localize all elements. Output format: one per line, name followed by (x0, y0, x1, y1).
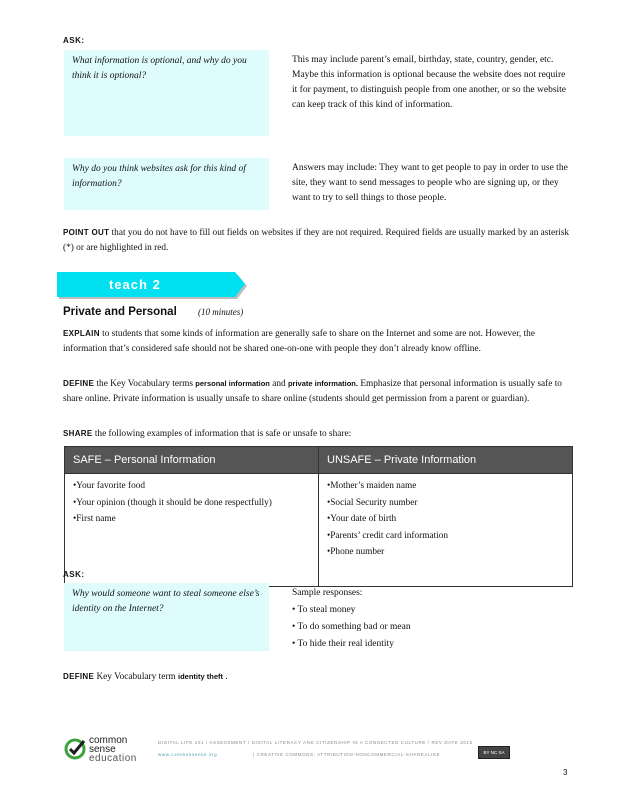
define-keyword: DEFINE (63, 379, 95, 388)
teach-banner-label: teach 2 (109, 277, 161, 292)
define-paragraph (63, 669, 571, 685)
share-paragraph (63, 426, 571, 442)
checkmark-logo-icon (64, 738, 86, 760)
point-out-paragraph (63, 225, 571, 256)
list-item: •Your date of birth (327, 514, 397, 524)
define-pre-text: the Key Vocabulary terms (96, 379, 193, 389)
footer-website-link[interactable]: www.commonsense.org (158, 752, 218, 757)
logo-word-education: education (89, 753, 137, 764)
list-item: •Social Security number (327, 497, 418, 508)
define-mid-text: and (272, 379, 286, 389)
footer-license-line (158, 752, 440, 757)
explain-paragraph (63, 326, 571, 357)
creative-commons-badge: BY NC SA (478, 746, 510, 759)
point-out-text: that you do not have to fill out fields on websites if they are not required. Required fields are usually marked by an asterisk (*) or are highlighted in red. (63, 228, 570, 253)
answer-text: Answers may include: They want to get people to pay in order to use the site, they want to send messages to people who are signing up, or they want to try to sell things to those people. (292, 163, 568, 203)
sample-responses-intro: Sample responses: (292, 588, 363, 598)
define-paragraph (63, 376, 571, 407)
safe-unsafe-table (64, 446, 573, 587)
define-keyword: DEFINE (63, 672, 95, 681)
list-item: • To steal money (292, 605, 356, 615)
footer-course-info: DIGITAL LIFE 101 / ASSESSMENT / DIGITAL LITERACY AND CITIZENSHIP IN A CONNECTED CULTURE / REV DATE 2015 (158, 740, 473, 745)
define-post-text: . (225, 672, 228, 682)
question-box (64, 583, 269, 651)
list-item: •Phone number (327, 547, 385, 557)
ask-label: ASK: (63, 570, 85, 579)
share-keyword: SHARE (63, 429, 93, 438)
vocab-term-private-information: private information. (287, 379, 358, 388)
list-item: •Your opinion (though it should be done respectfully) (73, 497, 272, 508)
section-heading (63, 306, 243, 318)
ask-label: ASK: (63, 36, 85, 45)
point-out-keyword: POINT OUT (63, 228, 110, 237)
logo-wordmark (89, 736, 137, 763)
question-text: Why would someone want to steal someone else’s identity on the Internet? (72, 589, 260, 614)
footer-license-text: | CREATIVE COMMONS: ATTRIBUTION-NONCOMMERCIAL-SHAREALIKE (253, 752, 441, 757)
table-row (65, 474, 573, 587)
share-text: the following examples of information that is safe or unsafe to share: (94, 429, 352, 439)
list-item: •Parents’ credit card information (327, 530, 449, 541)
question-text: Why do you think websites ask for this kind of information? (72, 164, 246, 189)
explain-text: to students that some kinds of information are generally safe to share on the Internet and some are not. However, the information that’s considered safe should not be shared one-on-one with people they don’t already know offline. (63, 329, 535, 354)
define-post-text: Emphasize that personal information is usually safe to share online. Private information is usually unsafe to share online (students should get permission from a parent or guardian). (63, 379, 562, 404)
unsafe-column-header: UNSAFE – Private Information (319, 447, 573, 474)
question-box (64, 158, 269, 210)
explain-keyword: EXPLAIN (63, 329, 100, 338)
question-text: What information is optional, and why do you think it is optional? (72, 56, 247, 81)
question-box (64, 50, 269, 136)
define-pre-text: Key Vocabulary term (96, 672, 176, 682)
sample-responses (292, 586, 570, 652)
table-header-row (65, 447, 573, 474)
page-number: 3 (563, 768, 568, 777)
logo-word-common: common (89, 735, 128, 746)
list-item: • To do something bad or mean (292, 622, 411, 632)
safe-column-header: SAFE – Personal Information (65, 447, 319, 474)
section-duration: (10 minutes) (197, 307, 244, 317)
vocab-term-identity-theft: identity theft (177, 672, 223, 681)
answer-text: This may include parent’s email, birthday, state, country, gender, etc. Maybe this information is optional because the website does not require it for payment, to distinguish people from one another, or so the website can keep track of this kind of information. (292, 55, 567, 110)
unsafe-items-cell (319, 474, 573, 587)
response-list (292, 603, 570, 652)
section-title: Private and Personal (63, 306, 177, 318)
list-item: •First name (73, 514, 116, 524)
safe-items-cell (65, 474, 319, 587)
vocab-term-personal-information: personal information (195, 379, 270, 388)
teach-banner (57, 272, 247, 300)
list-item: •Your favorite food (73, 481, 146, 491)
list-item: •Mother’s maiden name (327, 481, 417, 491)
logo-word-sense: sense (89, 744, 116, 755)
list-item: • To hide their real identity (292, 639, 394, 649)
